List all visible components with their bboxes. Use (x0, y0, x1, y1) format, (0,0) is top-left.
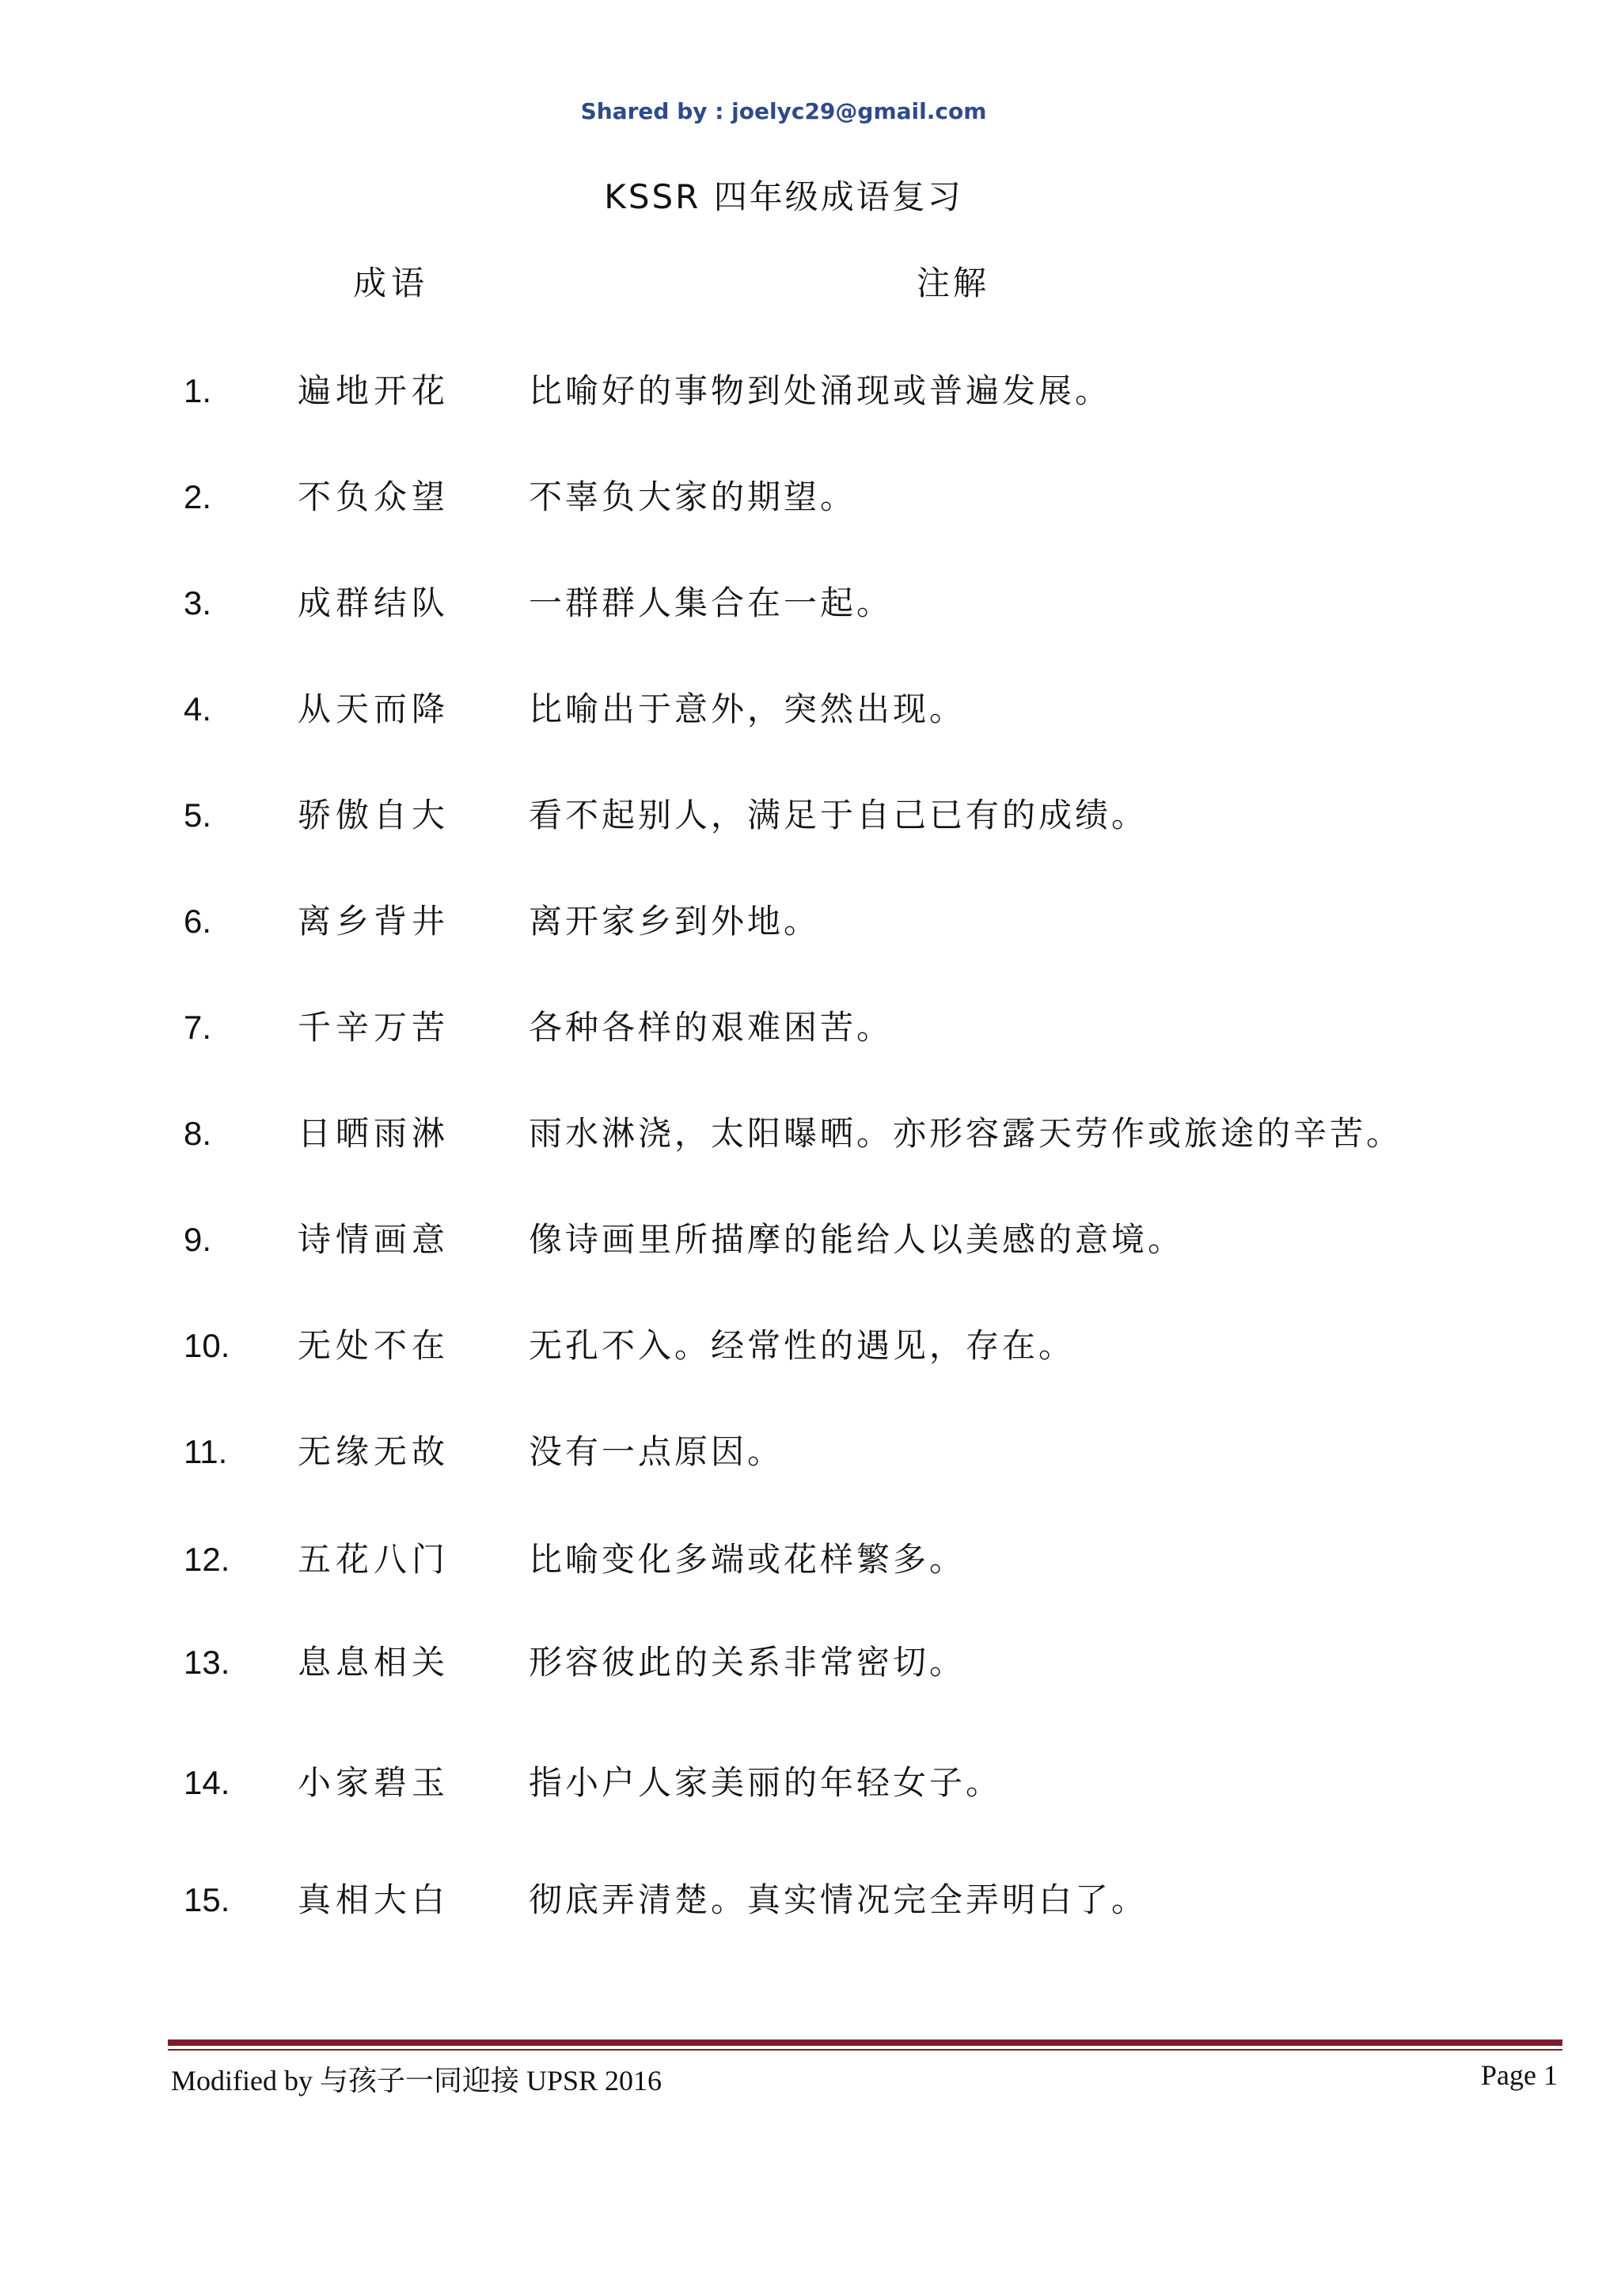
entry-number: 8. (184, 1115, 212, 1152)
entry-meaning: 无孔不入。经常性的遇见，存在。 (529, 1326, 1076, 1365)
entry-number: 7. (184, 1009, 212, 1046)
entry-number: 10. (184, 1327, 230, 1364)
list-item (0, 1536, 1621, 1583)
entry-number: 14. (184, 1764, 230, 1801)
entry-idiom: 离乡背井 (298, 902, 450, 941)
entry-idiom: 诗情画意 (298, 1220, 450, 1259)
entry-meaning: 指小户人家美丽的年轻女子。 (529, 1763, 1003, 1802)
column-header-meaning: 注解 (917, 264, 990, 302)
list-item (0, 1876, 1621, 1924)
list-item (0, 367, 1621, 415)
list-item (0, 1110, 1621, 1158)
entry-number: 12. (184, 1541, 230, 1578)
entry-number: 2. (184, 478, 212, 515)
entry-idiom: 真相大白 (298, 1880, 450, 1919)
entry-meaning: 形容彼此的关系非常密切。 (529, 1643, 966, 1682)
entry-meaning: 不辜负大家的期望。 (529, 477, 857, 516)
entry-number: 15. (184, 1881, 230, 1918)
entry-meaning: 彻底弄清楚。真实情况完全弄明白了。 (529, 1880, 1148, 1919)
entry-idiom: 成群结队 (298, 584, 450, 622)
entry-idiom: 无处不在 (298, 1326, 450, 1365)
entry-number: 4. (184, 690, 212, 728)
footer-divider-thin (168, 2049, 1562, 2051)
entry-idiom: 骄傲自大 (298, 796, 450, 834)
shared-by-line: Shared by : joelyc29@gmail.com (580, 98, 987, 124)
entry-idiom: 遍地开花 (298, 371, 450, 410)
list-item (0, 898, 1621, 945)
list-item (0, 1759, 1621, 1807)
list-item (0, 792, 1621, 839)
list-item (0, 1004, 1621, 1051)
entry-idiom: 日晒雨淋 (298, 1114, 450, 1153)
entry-number: 1. (184, 372, 212, 409)
entry-number: 5. (184, 796, 212, 834)
entry-idiom: 息息相关 (298, 1643, 450, 1682)
entry-meaning: 像诗画里所描摩的能给人以美感的意境。 (529, 1220, 1185, 1259)
entry-idiom: 从天而降 (298, 690, 450, 728)
list-item (0, 686, 1621, 733)
list-item (0, 1322, 1621, 1370)
list-item (0, 1428, 1621, 1476)
list-item (0, 1639, 1621, 1686)
entry-meaning: 看不起别人，满足于自己已有的成绩。 (529, 796, 1148, 834)
entry-number: 6. (184, 903, 212, 940)
entry-meaning: 一群群人集合在一起。 (529, 584, 894, 622)
page-number: Page 1 (1481, 2059, 1558, 2091)
entry-meaning: 雨水淋浇，太阳曝晒。亦形容露天劳作或旅途的辛苦。 (529, 1114, 1403, 1153)
entry-meaning: 离开家乡到外地。 (529, 902, 821, 941)
entry-idiom: 千辛万苦 (298, 1008, 450, 1047)
entry-number: 3. (184, 584, 212, 622)
entry-meaning: 比喻变化多端或花样繁多。 (529, 1540, 966, 1579)
footer-divider (168, 2039, 1562, 2046)
footer-credit: Modified by 与孩子一同迎接 UPSR 2016 (171, 2065, 662, 2096)
entry-meaning: 没有一点原因。 (529, 1432, 784, 1471)
entry-idiom: 五花八门 (298, 1540, 450, 1579)
column-header-idiom: 成语 (353, 264, 430, 302)
entry-meaning: 各种各样的艰难困苦。 (529, 1008, 894, 1047)
entry-meaning: 比喻好的事物到处涌现或普遍发展。 (529, 371, 1112, 410)
page-title: KSSR 四年级成语复习 (604, 177, 963, 216)
entry-idiom: 不负众望 (298, 477, 450, 516)
list-item (0, 1216, 1621, 1264)
entry-idiom: 小家碧玉 (298, 1763, 450, 1802)
entry-number: 9. (184, 1221, 212, 1258)
entry-idiom: 无缘无故 (298, 1432, 450, 1471)
entry-meaning: 比喻出于意外，突然出现。 (529, 690, 966, 728)
entry-number: 13. (184, 1644, 230, 1681)
list-item (0, 473, 1621, 521)
entry-number: 11. (184, 1433, 228, 1470)
list-item (0, 580, 1621, 627)
